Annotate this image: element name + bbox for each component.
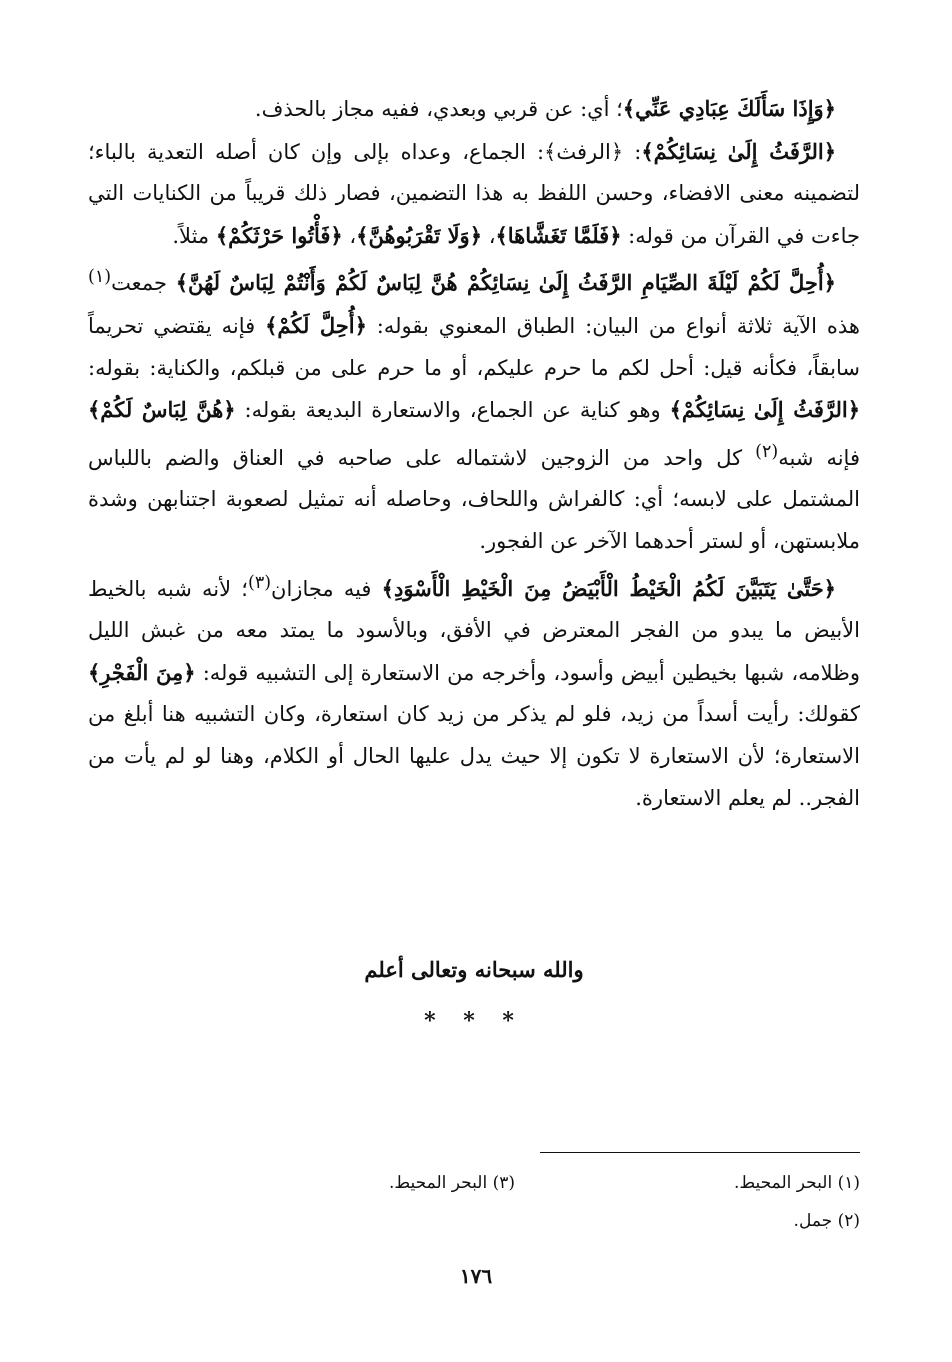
- footnote-3: [170, 1164, 515, 1202]
- separator-text: ،: [482, 223, 496, 248]
- quran-quote: ﴿وَإِذَا سَأَلَكَ عِبَادِي عَنِّي﴾: [622, 96, 836, 121]
- quran-quote: ﴿فَأْتُوا حَرْثَكُمْ﴾: [215, 222, 343, 248]
- main-text: [88, 88, 860, 819]
- commentary-text: : ﴿الرفث﴾: الجماع، وعداه بإلى وإن كان أصله التعدية بالباء؛ لتضمينه معنى الافضاء، وحسن اللفظ به هذا التضمين، فصار ذلك قريباً من الكنايات التي جاءت في القرآن من قوله:: [88, 139, 860, 248]
- footnote-divider: [540, 1152, 860, 1153]
- commentary-text: فإنه شبه: [778, 445, 860, 470]
- footnotes: [88, 1164, 860, 1240]
- quran-quote: ﴿أُحِلَّ لَكُمْ لَيْلَةَ الصِّيَامِ الرَّفَثُ إِلَىٰ نِسَائِكُمْ هُنَّ لِبَاسٌ لَكُمْ وَأَنْتُمْ لِبَاسٌ لَهُنَّ﴾: [175, 270, 836, 296]
- separator-text: ،: [342, 223, 357, 248]
- commentary-text: فيه مجازان: [271, 576, 382, 601]
- quran-quote: ﴿الرَّفَثُ إِلَىٰ نِسَائِكُمْ﴾: [641, 138, 837, 164]
- quran-quote: ﴿وَلَا تَقْرَبُوهُنَّ﴾: [356, 222, 483, 248]
- footnote-text: جمل.: [793, 1211, 833, 1231]
- paragraph-2: [88, 131, 860, 258]
- commentary-text: ؛ لأنه شبه بالخيط الأبيض ما يبدو من الفجر المعترض في الأفق، وبالأسود ما يمتد معه من غبش الليل وظلامه، شبها بخيطين أبيض وأسود، وأخرجه من الاستعارة إلى التشبيه قوله:: [88, 576, 861, 685]
- paragraph-1: [88, 88, 860, 131]
- paragraph-4: [88, 563, 860, 820]
- footnote-ref: (٣): [247, 572, 272, 593]
- commentary-text: كقولك: رأيت أسداً من زيد، فلو لم يذكر من زيد كان استعارة، وكان التشبيه هنا أبلغ من الاستعارة؛ لأن الاستعارة لا تكون إلا حيث يدل عليها الحال أو الكلام، وهنا لو لم يأت من الفجر.. لم يعلم الاستعارة.: [88, 702, 860, 810]
- paragraph-3: [88, 257, 860, 562]
- commentary-text: وهو كناية عن الجماع، والاستعارة البديعة بقوله:: [235, 398, 670, 423]
- quran-quote: ﴿هُنَّ لِبَاسٌ لَكُمْ﴾: [88, 397, 236, 423]
- commentary-text: هذه الآية ثلاثة أنواع من البيان: الطباق المعنوي بقوله:: [366, 313, 860, 338]
- footnote-text: البحر المحيط.: [389, 1173, 488, 1193]
- commentary-text: فإنه يقتضي تحريماً سابقاً، فكأنه قيل: أحل لكم ما حرم عليكم، أو ما حرم على من قبلكم، والكناية: بقوله:: [88, 313, 860, 380]
- quran-quote: ﴿حَتَّىٰ يَتَبَيَّنَ لَكُمُ الْخَيْطُ الْأَبْيَضُ مِنَ الْخَيْطِ الْأَسْوَدِ﴾: [381, 575, 836, 601]
- commentary-text: كل واحد من الزوجين لاشتماله على صاحبه في العناق والضم باللباس المشتمل على لابسه؛ أي: كالفراش واللحاف، وحاصله أنه تمثيل لصعوبة اجتنابهن وشدة ملابستهن، أو لستر أحدهما الآخر عن الفجور.: [88, 445, 860, 553]
- footnote-ref: (١): [88, 267, 112, 288]
- commentary-text: جمعت: [111, 271, 176, 296]
- quran-quote: ﴿فَلَمَّا تَغَشَّاهَا﴾: [495, 222, 622, 248]
- footnote-number: (١): [837, 1173, 860, 1193]
- footnote-text: البحر المحيط.: [734, 1173, 833, 1193]
- footnote-number: (٢): [837, 1211, 860, 1231]
- footnote-row: [88, 1164, 860, 1202]
- quran-quote: ﴿مِنَ الْفَجْرِ﴾: [88, 659, 196, 685]
- footnote-2: [515, 1202, 860, 1240]
- quran-quote: ﴿أُحِلَّ لَكُمْ﴾: [265, 312, 367, 338]
- closing-phrase: والله سبحانه وتعالى أعلم: [364, 957, 584, 982]
- section-divider-stars: * * *: [424, 1008, 524, 1034]
- footnote-row: [88, 1202, 860, 1240]
- page-number: ١٧٦: [459, 1264, 493, 1288]
- commentary-text: ؛ أي: عن قربي وبعدي، ففيه مجاز بالحذف.: [254, 97, 623, 121]
- quran-quote: ﴿الرَّفَثُ إِلَىٰ نِسَائِكُمْ﴾: [669, 397, 861, 423]
- footnote-1: [515, 1164, 860, 1202]
- footnote-ref: (٢): [755, 441, 779, 462]
- footnote-number: (٣): [492, 1173, 515, 1193]
- commentary-text: مثلاً.: [172, 223, 216, 248]
